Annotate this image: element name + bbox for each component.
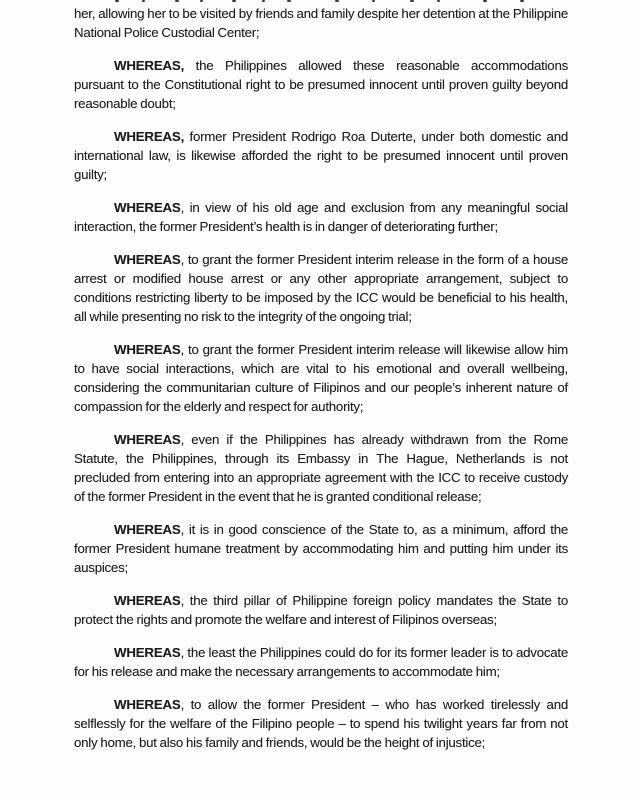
- whereas-paragraph: [74, 695, 568, 752]
- text-remnant-mark: [232, 0, 236, 2]
- whereas-paragraph: [74, 56, 568, 113]
- whereas-keyword: WHEREAS: [114, 697, 181, 712]
- text-remnant-mark: [287, 0, 291, 2]
- whereas-keyword: WHEREAS: [114, 645, 181, 660]
- paragraph-text: her, allowing her to be visited by friends and family despite her detention at the Philippine National Police Custodial Center;: [74, 6, 568, 40]
- paragraph-text: , even if the Philippines has already withdrawn from the Rome Statute, the Philippines, through its Embassy in The Hague, Netherlands is not precluded from entering into an appropriate agreement with the ICC to receive custody of the former President in the event that he is granted conditional release;: [74, 432, 568, 504]
- whereas-keyword: WHEREAS: [114, 593, 181, 608]
- paragraph-text: , it is in good conscience of the State to, as a minimum, afford the former President humane treatment by accommodating him and putting him under its auspices;: [74, 522, 568, 575]
- whereas-paragraph: [74, 127, 568, 184]
- whereas-keyword: WHEREAS,: [114, 58, 185, 73]
- text-remnant-mark: [520, 0, 524, 2]
- whereas-paragraph: [74, 643, 568, 681]
- paragraph-text: , the third pillar of Philippine foreign policy mandates the State to protect the rights and promote the welfare and interest of Filipinos overseas;: [74, 593, 568, 627]
- whereas-paragraph: [74, 430, 568, 506]
- document-body: [74, 4, 568, 752]
- paragraph-text: , to allow the former President – who has worked tirelessly and selflessly for the welfare of the Filipino people – to spend his twilight years far from not only home, but also his family and friends, would be the height of injustice;: [74, 697, 568, 750]
- text-remnant-mark: [372, 0, 375, 2]
- paragraph-text: , the least the Philippines could do for its former leader is to advocate for his release and make the necessary arrangements to accommodate him;: [74, 645, 568, 679]
- whereas-keyword: WHEREAS: [114, 522, 181, 537]
- text-remnant-mark: [335, 0, 339, 2]
- whereas-keyword: WHEREAS: [114, 252, 181, 267]
- paragraph-text: the Philippines allowed these reasonable accommodations pursuant to the Constitutional right to be presumed innocent until proven guilty beyond reasonable doubt;: [74, 58, 568, 111]
- whereas-paragraph: [74, 520, 568, 577]
- text-remnant-mark: [410, 0, 414, 2]
- whereas-keyword: WHEREAS,: [114, 129, 185, 144]
- paragraph-text: , to grant the former President interim release in the form of a house arrest or modified house arrest or any other appropriate arrangement, subject to conditions restricting liberty to be imposed by the ICC would be beneficial to his health, all while presenting no risk to the integrity of the ongoing trial;: [74, 252, 568, 324]
- clipped-line-remnant: [0, 0, 640, 3]
- text-remnant-mark: [115, 0, 119, 2]
- continuation-paragraph: [74, 4, 568, 42]
- whereas-paragraph: [74, 198, 568, 236]
- whereas-paragraph: [74, 340, 568, 416]
- paragraph-text: , in view of his old age and exclusion from any meaningful social interaction, the former President’s health is in danger of deteriorating further;: [74, 200, 568, 234]
- text-remnant-mark: [142, 0, 145, 2]
- text-remnant-mark: [200, 0, 203, 2]
- whereas-keyword: WHEREAS: [114, 200, 181, 215]
- whereas-paragraph: [74, 591, 568, 629]
- whereas-keyword: WHEREAS: [114, 342, 181, 357]
- text-remnant-mark: [437, 0, 440, 2]
- text-remnant-mark: [262, 0, 265, 2]
- text-remnant-mark: [175, 0, 179, 2]
- whereas-keyword: WHEREAS: [114, 432, 181, 447]
- paragraph-text: former President Rodrigo Roa Duterte, under both domestic and international law, is likewise afforded the right to be presumed innocent until proven guilty;: [74, 129, 568, 182]
- whereas-paragraph: [74, 250, 568, 326]
- paragraph-text: , to grant the former President interim release will likewise allow him to have social interactions, which are vital to his emotional and overall wellbeing, considering the communitarian culture of Filipinos and our people’s inherent nature of compassion for the elderly and respect for authority;: [74, 342, 568, 414]
- text-remnant-mark: [483, 0, 487, 2]
